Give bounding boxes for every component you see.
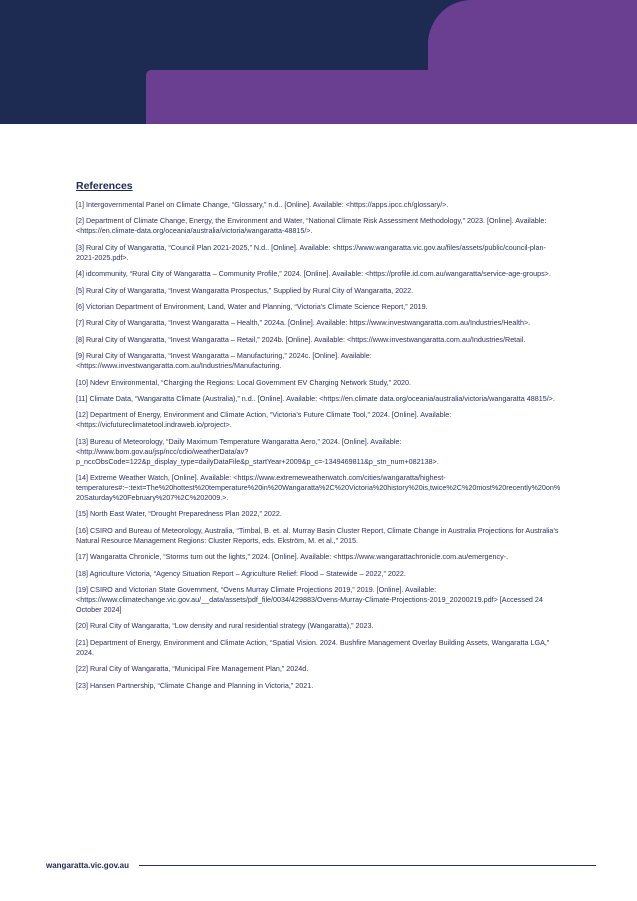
reference-item-19: [19] CSIRO and Victorian State Government, “Ovens Murray Climate Projections 2019,” 2019. [Online]. Available: <https://www.climatechange.vic.gov.au/__data/assets/pdf_file/0034/429883/Ovens-Murray-Climate-Projections-2019_20200219.pdf> [Accessed 24 October 2024] (76, 585, 543, 615)
reference-item-5: [5] Rural City of Wangaratta, “Invest Wangaratta Prospectus,” Supplied by Rural City of Wangaratta, 2022. (76, 285, 414, 295)
reference-item-16: [16] CSIRO and Bureau of Meteorology, Australia, “Timbal, B. et. al. Murray Basin Cluster Report, Climate Change in Australia Projections for Australia’s Natural Resource Management Regions: Cluster Reports, eds. Ekström, M. et al.,” 2015. (76, 525, 559, 545)
reference-item-2: [2] Department of Climate Change, Energy, the Environment and Water, “National Climate Risk Assessment Methodology,” 2023. [Online]. Available: <https://en.climate-data.org/oceania/australia/victoria/wangaratta-48815/>. (76, 216, 547, 236)
reference-item-15: [15] North East Water, “Drought Preparedness Plan 2022,” 2022. (76, 509, 282, 519)
reference-item-4: [4] idcommunity, “Rural City of Wangaratta – Community Profile,” 2024. [Online]. Available: <https://profile.id.com.au/wangaratta/service-age-groups>. (76, 269, 551, 279)
footer-divider (139, 865, 596, 866)
reference-item-21: [21] Department of Energy, Environment and Climate Action, “Spatial Vision. 2024. Bushfire Management Overlay Building Assets, Wangaratta LGA,” 2024. (76, 637, 550, 657)
footer-website-link[interactable]: wangaratta.vic.gov.au (46, 860, 129, 870)
header-banner (0, 0, 637, 124)
reference-item-9: [9] Rural City of Wangaratta, “Invest Wangaratta – Manufacturing,” 2024c. [Online]. Available: <https://www.investwangaratta.com.au/Industries/Manufacturing. (76, 351, 372, 371)
reference-item-8: [8] Rural City of Wangaratta, “Invest Wangaratta – Retail,” 2024b. [Online]. Available: <https://www.investwangaratta.com.au/Industries/Retail. (76, 334, 526, 344)
reference-item-6: [6] Victorian Department of Environment, Land, Water and Planning, “Victoria's Climate Science Report,” 2019. (76, 301, 428, 311)
reference-item-7: [7] Rural City of Wangaratta, “Invest Wangaratta – Health,” 2024a. [Online]. Available: https://www.investwangaratta.com.au/Industries/Health>. (76, 318, 531, 328)
reference-item-13: [13] Bureau of Meteorology, “Daily Maximum Temperature Wangaratta Aero,” 2024. [Online]. Available: <http://www.bom.gov.au/jsp/ncc/cdio/weatherData/av?p_nccObsCode=122&p_display_type=dailyDataFile&p_startYear+2009&p_c=-1349469811&p_stn_num+082138>. (76, 436, 439, 466)
page-footer (46, 858, 596, 872)
reference-item-22: [22] Rural City of Wangaratta, “Municipal Fire Management Plan,” 2024d. (76, 664, 309, 674)
reference-item-1: [1] Intergovernmental Panel on Climate Change, “Glossary,” n.d.. [Online]. Available: <https://apps.ipcc.ch/glossary/>. (76, 200, 449, 209)
reference-item-17: [17] Wangaratta Chronicle, “Storms turn out the lights,” 2024. [Online]. Available: <https://www.wangarattachronicle.com.au/emergency-. (76, 552, 509, 562)
reference-item-10: [10] Ndevr Environmental, “Charging the Regions: Local Government EV Charging Network Study,” 2020. (76, 377, 412, 387)
reference-item-3: [3] Rural City of Wangaratta, “Council Plan 2021-2025,” N.d.. [Online]. Available: <https://www.wangaratta.vic.gov.au/files/assets/public/council-plan-2021-2025.pdf>. (76, 242, 546, 262)
references-heading: References (76, 180, 133, 192)
references-list (76, 200, 562, 691)
reference-item-23: [23] Hansen Partnership, “Climate Change and Planning in Victoria,” 2021. (76, 680, 314, 690)
reference-item-14: [14] Extreme Weather Watch, [Online]. Available: <https://www.extremeweatherwatch.com/cities/wangaratta/highest-temperatures#:~:text=The%20hottest%20temperature%20in%20Wangaratta%2C%20Victoria%20history%20is,twice%2C%20most%20recently%20on%20Saturday%20February%207%2C%202009.>. (76, 473, 561, 503)
reference-item-11: [11] Climate Data, “Wangaratta Climate (Australia),” n.d.. [Online]. Available: <https://en.climate data.org/oceania/australia/victoria/wangaratta 48815/>. (76, 393, 555, 403)
references-section (76, 180, 562, 697)
reference-item-20: [20] Rural City of Wangaratta, “Low density and rural residential strategy (Wangaratta),” 2023. (76, 621, 374, 631)
reference-item-18: [18] Agriculture Victoria, “Agency Situation Report – Agriculture Relief: Flood – Statewide – 2022,” 2022. (76, 568, 406, 578)
reference-item-12: [12] Department of Energy, Environment and Climate Action, “Victoria’s Future Climate Tool,” 2024. [Online]. Available: <https://vicfutureclimatetool.indraweb.io/project>. (76, 410, 452, 430)
